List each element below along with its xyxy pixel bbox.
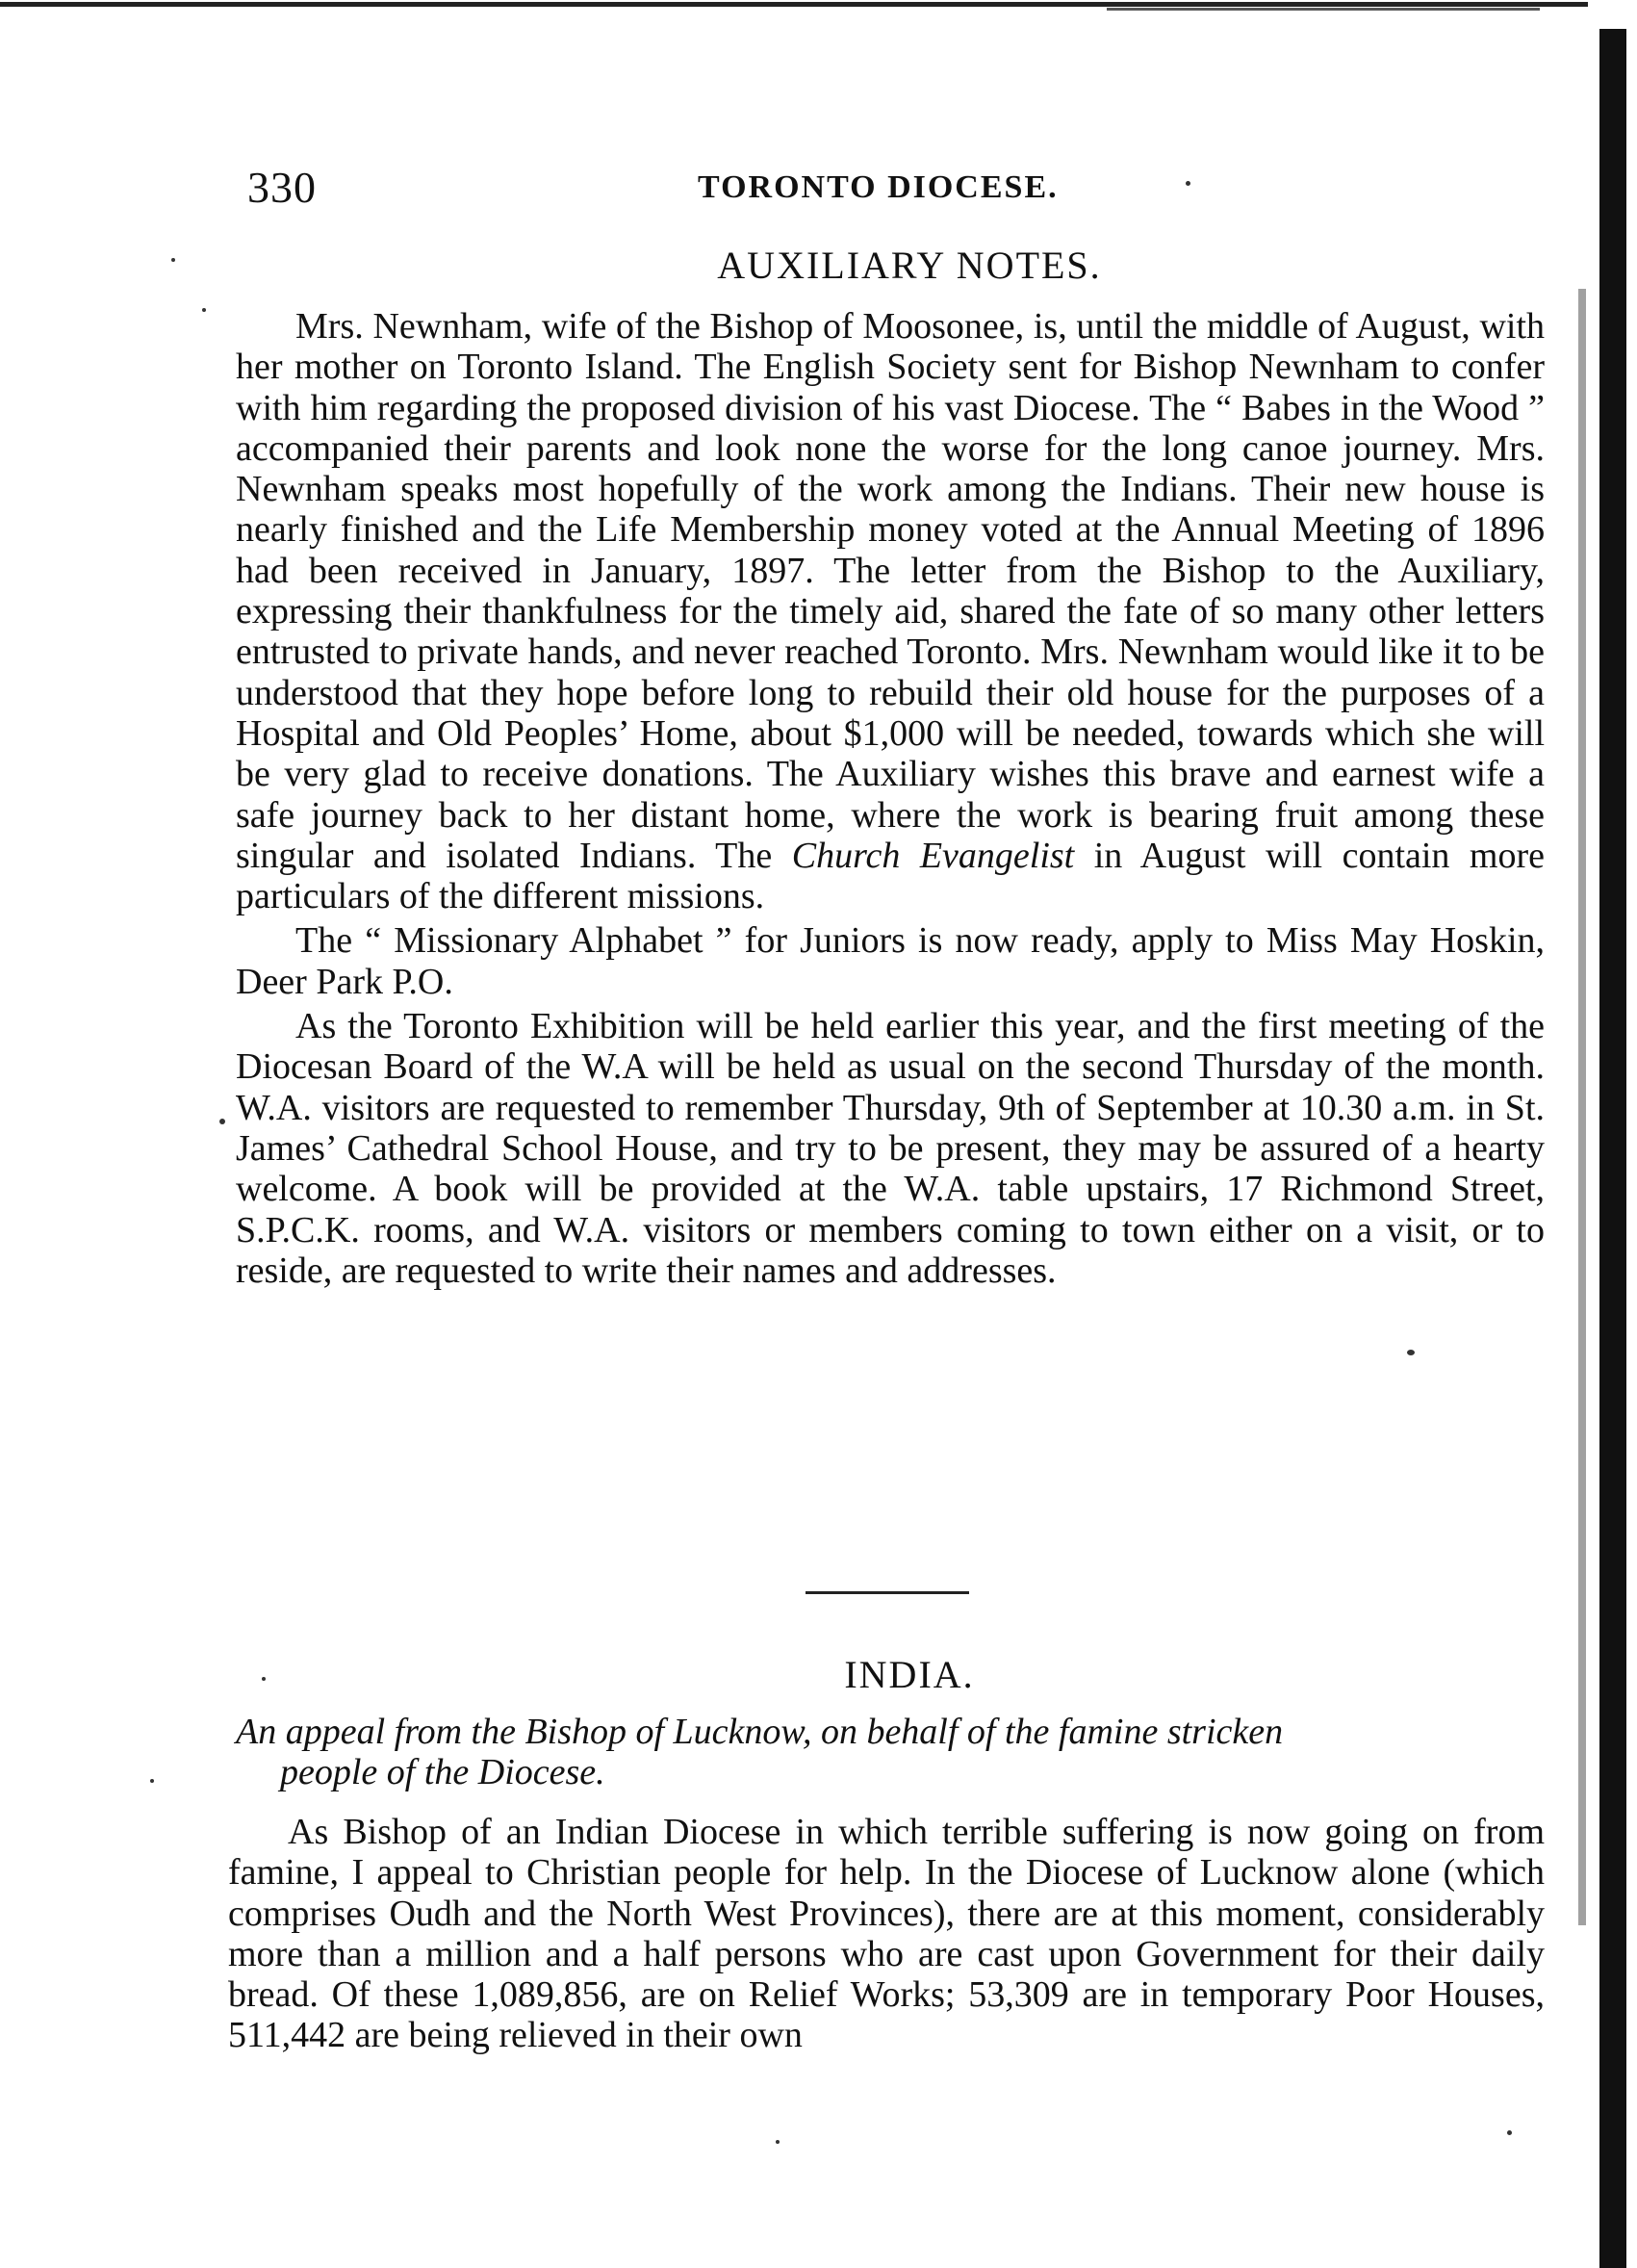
india-heading: INDIA. [844, 1653, 975, 1696]
auxiliary-paragraph-2: The “ Missionary Alphabet ” for Juniors is now ready, apply to Miss May Hoskin, Deer Park P.O. [236, 920, 1545, 1002]
print-speck [1507, 2130, 1512, 2135]
page-edge-shadow-inner [1578, 289, 1586, 1925]
page-edge-shadow [1599, 29, 1626, 2268]
auxiliary-notes-body [236, 306, 1545, 1295]
print-speck [1407, 1350, 1415, 1355]
print-speck [202, 308, 206, 312]
print-speck [171, 258, 175, 262]
india-subtitle-line-1: An appeal from the Bishop of Lucknow, on behalf of the famine stricken [236, 1712, 1284, 1752]
auxiliary-notes-heading: AUXILIARY NOTES. [717, 244, 1102, 287]
print-speck [219, 1119, 225, 1124]
print-speck [1186, 181, 1190, 186]
running-head [236, 162, 1198, 219]
india-subtitle [236, 1712, 1545, 1792]
section-divider [806, 1591, 969, 1594]
auxiliary-paragraph-3: As the Toronto Exhibition will be held earlier this year, and the first meeting of the Diocesan Board of the W.A will be held as usual on the second Thursday of the month. W.A. visitors are requested to remember Thursday, 9th of September at 10.30 a.m. in St. James’ Cathedral School House, and try to be present, they may be assured of a hearty welcome. A book will be provided at the W.A. table upstairs, 17 Richmond Street, S.P.C.K. rooms, and W.A. visitors or members coming to town either on a visit, or to reside, are requested to write their names and addresses. [236, 1006, 1545, 1291]
top-edge-rule-secondary [1107, 8, 1540, 11]
page-number: 330 [247, 163, 317, 212]
top-edge-rule [0, 2, 1588, 7]
auxiliary-paragraph-1-tail: in August will contain more particulars of the different missions. [236, 835, 1546, 917]
print-speck [776, 2140, 780, 2144]
india-body [228, 1812, 1545, 2056]
india-subtitle-line-2: people of the Diocese. [280, 1752, 605, 1792]
print-speck [262, 1677, 266, 1681]
print-speck [150, 1779, 154, 1783]
auxiliary-paragraph-1 [236, 306, 1545, 916]
running-title: TORONTO DIOCESE. [698, 169, 1059, 205]
church-evangelist-title: Church Evangelist [791, 835, 1075, 876]
india-paragraph: As Bishop of an Indian Diocese in which terrible suffering is now going on from famine, I appeal to Christian people for help. In the Diocese of Lucknow alone (which comprises Oudh and the North West Provinces), there are at this moment, considerably more than a million and a half persons who are cast upon Government for their daily bread. Of these 1,089,856, are on Relief Works; 53,309 are in temporary Poor Houses, 511,442 are being relieved in their own [228, 1812, 1545, 2056]
auxiliary-paragraph-1-text: Mrs. Newnham, wife of the Bishop of Moosonee, is, until the middle of August, with her mother on Toronto Island. The English Society sent for Bishop Newnham to confer with him regarding the proposed division of his vast Diocese. The “ Babes in the Wood ” accompanied their parents and look none the worse for the long canoe journey. Mrs. Newnham speaks most hopefully of the work among the Indians. Their new house is nearly finished and the Life Membership money voted at the Annual Meeting of 1896 had been received in January, 1897. The letter from the Bishop to the Auxiliary, expressing their thankfulness for the timely aid, shared the fate of so many other letters entrusted to private hands, and never reached Toronto. Mrs. Newnham would like it to be understood that they hope before long to rebuild their old house for the purposes of a Hospital and Old Peoples’ Home, about $1,000 will be needed, towards which she will be very glad to receive donations. The Auxiliary wishes this brave and earnest wife a safe journey back to her distant home, where the work is bearing fruit among these singular and isolated Indians. The [236, 306, 1545, 876]
